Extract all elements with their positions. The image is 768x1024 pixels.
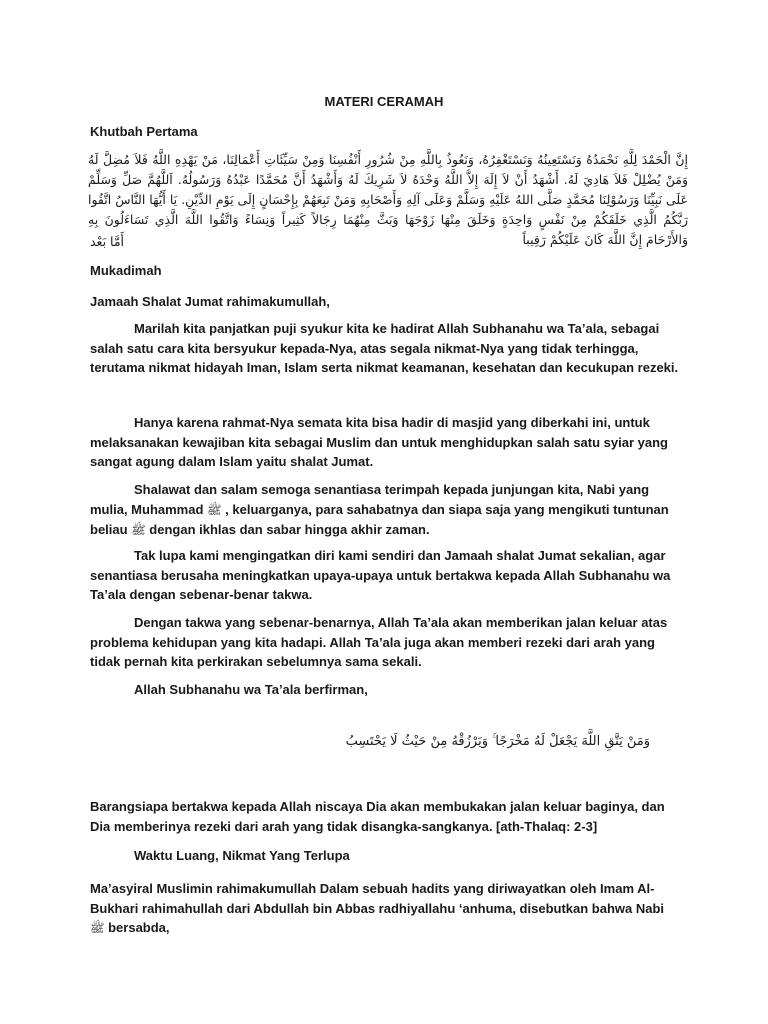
paragraph-4: Tak lupa kami mengingatkan diri kami sendiri dan Jamaah shalat Jumat sekalian, agar senantiasa berusaha meningkatkan upaya-upaya untuk bertakwa kepada Allah Subhanahu wa Ta’ala dengan sebenar-benar takwa. [90, 548, 671, 602]
paragraph-5: Dengan takwa yang sebenar-benarnya, Allah Ta’ala akan memberikan jalan keluar atas problema kehidupan yang kita hadapi. Allah Ta’ala juga akan memberi rezeki dari arah yang tidak pernah kita perkirakan sebelumnya sama sekali. [90, 615, 668, 669]
greeting-line: Jamaah Shalat Jumat rahimakumullah, [90, 294, 330, 309]
section-heading-waktu-luang: Waktu Luang, Nikmat Yang Terlupa [134, 848, 350, 863]
salawat-symbol: ﷺ [131, 523, 146, 537]
paragraph-7-part-b: bersabda, [104, 920, 170, 935]
salawat-symbol: ﷺ [90, 921, 105, 935]
document-title: MATERI CERAMAH [324, 94, 444, 109]
paragraph-2: Hanya karena rahmat-Nya semata kita bisa hadir di masjid yang diberkahi ini, untuk melaksanakan kewajiban kita sebagai Muslim dan untuk menghidupkan salah satu syiar yang sangat agung dalam Islam yaitu shalat Jumat. [90, 415, 668, 469]
paragraph-7-part-a: Ma’asyiral Muslimin rahimakumullah Dalam sebuah hadits yang diriwayatkan oleh Imam Al-Bukhari rahimahullah dari Abdullah bin Abbas radhiyallahu ‘anhuma, disebutkan bahwa Nabi [90, 881, 665, 916]
paragraph-6: Allah Subhanahu wa Ta’ala berfirman, [134, 682, 368, 697]
paragraph-3 [90, 480, 682, 541]
paragraph-3-part-c: dengan ikhlas dan sabar hingga akhir zaman. [145, 522, 430, 537]
paragraph-7 [90, 879, 682, 939]
ayah-translation: Barangsiapa bertakwa kepada Allah niscaya Dia akan membukakan jalan keluar baginya, dan Dia memberinya rezeki dari arah yang tidak disangka-sangkanya. [ath-Thalaq: 2-3] [90, 799, 665, 834]
paragraph-3-part-b: , keluarganya, para sahabatnya dan siapa saja yang mengikuti tuntunan beliau [90, 501, 669, 537]
khutbah-heading: Khutbah Pertama [90, 124, 198, 139]
quran-ayah: وَمَنْ يَتَّقِ اللَّهَ يَجْعَلْ لَهُ مَخْرَجًا ۚ وَيَرْزُقْهُ مِنْ حَيْثُ لَا يَحْتَسِبُ [345, 734, 650, 749]
mukadimah-heading: Mukadimah [90, 263, 162, 278]
amma-badu-text: أَمَّا بَعْد [90, 234, 125, 249]
paragraph-1: Marilah kita panjatkan puji syukur kita ke hadirat Allah Subhanahu wa Ta’ala, sebagai salah satu cara kita bersyukur kepada-Nya, atas segala nikmat-Nya yang tidak terhingga, terutama nikmat hidayah Iman, Islam serta nikmat keamanan, kesehatan dan kecukupan rezeki. [90, 321, 679, 375]
arabic-opening-text: إِنَّ الْحَمْدَ لِلَّهِ نَحْمَدُهُ وَنَسْتَعِينُهُ وَنَسْتَغْفِرُهُ، وَنَعُوذُ بِاللَّهِ مِنْ شُرُورِ أَنْفُسِنَا وَمِنْ سَيِّئَاتِ أَعْمَالِنَا، مَنْ يَهْدِهِ اللَّهُ فَلاَ مُضِلَّ لَهُ وَمَنْ يُضْلِلْ فَلاَ هَادِيَ لَهُ. أَشْهَدُ أَنْ لاَ إِلَهَ إِلاَّ اللَّهُ وَحْدَهُ لاَ شَرِيكَ لَهُ وَأَشْهَدُ أَنَّ مُحَمَّدًا عَبْدُهُ وَرَسُولُهُ. اَللَّهُمَّ صَلِّ وَسَلِّمْ عَلَى نَبِيِّنَا وَرَسُوْلِنَا مُحَمَّدٍ صَلَّى اللهُ عَلَيْهِ وَسَلَّمْ وَعَلَى آلِهِ وَأَصْحَابِهِ وَمَنْ تَبِعَهُمْ بِإِحْسَانٍ إِلَى يَوْمِ الدِّيْنِ. يَا أَيُّهَا النَّاسُ اتَّقُوا رَبَّكُمُ الَّذِي خَلَقَكُمْ مِنْ نَفْسٍ وَاحِدَةٍ وَخَلَقَ مِنْهَا زَوْجَهَا وَبَثَّ مِنْهُمَا رِجَالاً كَثِيراً وَنِسَاءً وَاتَّقُوا اللَّهَ الَّذِي تَسَاءَلُونَ بِهِ وَالأَرْحَامَ إِنَّ اللَّهَ كَانَ عَلَيْكُمْ رَقِيباً [88, 152, 688, 247]
salawat-symbol: ﷺ [207, 502, 222, 517]
paragraph-3-part-a: Shalawat dan salam semoga senantiasa terimpah kepada junjungan kita, Nabi yang mulia, Muhammad [90, 482, 650, 517]
